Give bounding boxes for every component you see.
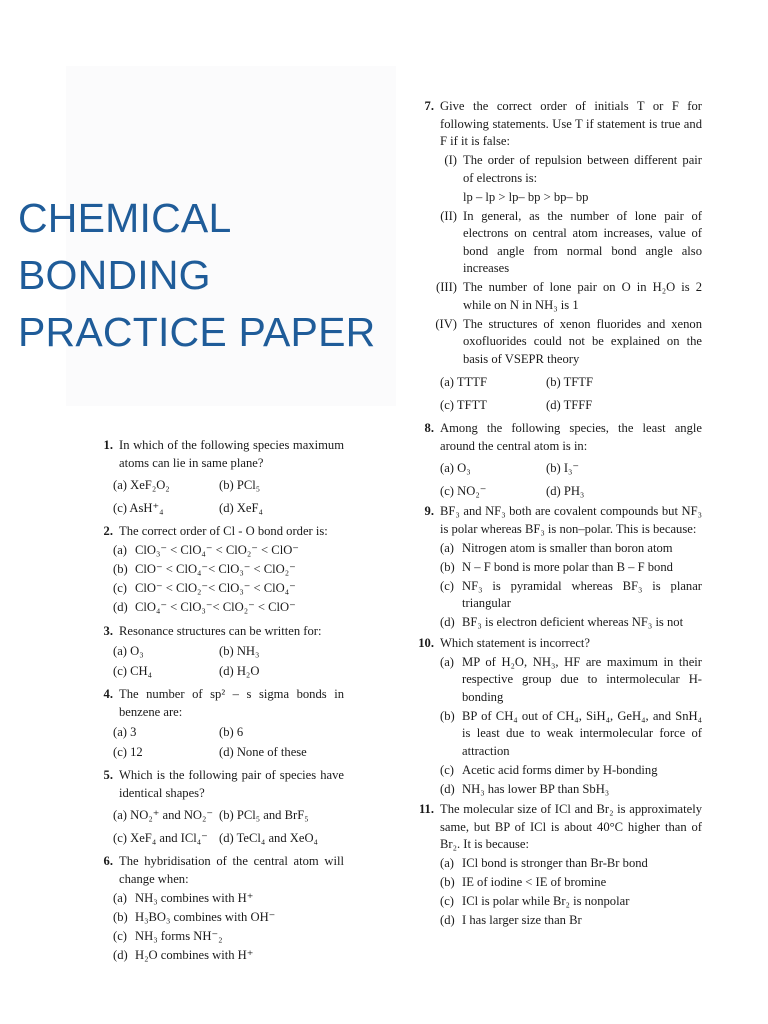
question-number: 2.: [103, 524, 113, 538]
option: (d) XeF₄: [219, 500, 263, 515]
option: (a) NO₂⁺ and NO₂⁻: [113, 808, 214, 822]
question-number: 4.: [103, 687, 113, 701]
repulsion-order: lp – lp > lp– bp > bp– bp: [463, 189, 589, 204]
option-text: NH₃ has lower BP than SbH₃: [462, 781, 610, 796]
statement-text: The order of repulsion between different pair of electrons is:: [463, 153, 702, 185]
option-text: NF₃ is pyramidal whereas BF₃ is planar triangular: [462, 578, 702, 610]
option: (a) TTTF: [440, 375, 487, 389]
option-text: ClO₃⁻ < ClO₄⁻ < ClO₂⁻ < ClO⁻: [135, 543, 299, 557]
right-column: [406, 98, 702, 930]
option-key: (d): [113, 600, 128, 614]
option: (b) I₃⁻: [546, 461, 580, 475]
question-number: 9.: [424, 504, 434, 518]
statement-key: (II): [440, 208, 457, 223]
question-6: [92, 853, 344, 964]
question-text: The number of sp² – s sigma bonds in benzene are:: [119, 687, 344, 719]
option-key: (c): [440, 762, 454, 777]
option-text: ClO⁻ < ClO₂⁻< ClO₃⁻ < ClO₄⁻: [135, 581, 296, 595]
option-key: (a): [440, 856, 454, 870]
question-2: [92, 523, 344, 617]
option-key: (b): [440, 708, 455, 723]
option: (b) NH₃: [219, 643, 260, 658]
title-line: BONDING: [18, 252, 211, 298]
question-5: [92, 767, 344, 847]
statement-key: (I): [444, 153, 457, 167]
option-key: (a): [113, 890, 127, 905]
option: (b) PCl₅: [219, 478, 261, 492]
option-text: H₃BO₃ combines with OH⁻: [135, 909, 276, 924]
option: (d) PH₃: [546, 483, 585, 498]
question-text: Among the following species, the least angle around the central atom is in:: [440, 421, 702, 453]
option-text: Nitrogen atom is smaller than boron atom: [462, 540, 673, 555]
question-text: The correct order of Cl - O bond order is:: [119, 524, 328, 538]
question-3: [92, 623, 344, 681]
question-text: BF₃ and NF₃ both are covalent compounds but NF₃ is polar whereas BF₃ is non–polar. This is because:: [440, 504, 702, 536]
option-key: (d): [440, 913, 455, 927]
option: (d) H₂O: [219, 663, 260, 678]
option-text: ClO₄⁻ < ClO₃⁻< ClO₂⁻ < ClO⁻: [135, 600, 296, 614]
option: (a) O₃: [440, 461, 471, 475]
title-line: PRACTICE PAPER: [18, 309, 376, 355]
question-4: [92, 686, 344, 761]
option-text: H₂O combines with H⁺: [135, 947, 254, 962]
question-number: 6.: [103, 854, 113, 868]
statement-key: (III): [436, 280, 457, 294]
question-text: The molecular size of ICl and Br₂ is approximately same, but BP of ICl is about 40°C higher than of Br₂. It is because:: [440, 802, 702, 851]
option: (c) 12: [113, 744, 143, 759]
question-text: Give the correct order of initials T or F for following statements. Use T if statement is true and F if it is false:: [440, 99, 702, 148]
option: (d) None of these: [219, 744, 307, 759]
option-text: I has larger size than Br: [462, 913, 582, 927]
option-key: (c): [113, 581, 127, 595]
option-key: (c): [113, 928, 127, 943]
option-text: N – F bond is more polar than B – F bond: [462, 559, 673, 574]
option: (d) TFFF: [546, 397, 593, 412]
option-key: (d): [113, 947, 128, 962]
title-line: CHEMICAL: [18, 195, 232, 241]
question-number: 5.: [103, 768, 113, 782]
option-text: MP of H₂O, NH₃, HF are maximum in their respective group due to intermolecular H-bonding: [462, 654, 702, 704]
question-11: [406, 801, 702, 930]
statement-text: The structures of xenon fluorides and xenon oxofluorides could not be explained on the basis of VSEPR theory: [463, 316, 702, 366]
option-key: (c): [440, 894, 454, 908]
question-8: [406, 420, 702, 500]
option-key: (a): [440, 540, 454, 555]
question-10: [406, 635, 702, 799]
question-text: Which statement is incorrect?: [440, 635, 591, 650]
question-text: Which is the following pair of species have identical shapes?: [119, 768, 344, 800]
option-key: (a): [440, 654, 454, 669]
option-key: (b): [113, 562, 128, 576]
question-text: Resonance structures can be written for:: [119, 623, 322, 638]
statement-key: (IV): [435, 316, 457, 331]
option-text: ICl is polar while Br₂ is nonpolar: [462, 894, 630, 908]
option-key: (a): [113, 543, 127, 557]
option: (a) O₃: [113, 643, 144, 658]
option-text: BF₃ is electron deficient whereas NF₃ is not: [462, 615, 684, 629]
option: (c) XeF₄ and ICl₄⁻: [113, 830, 208, 845]
question-number: 10.: [418, 635, 434, 650]
option-key: (b): [440, 559, 455, 574]
question-text: The hybridisation of the central atom will change when:: [119, 854, 344, 886]
option-text: ClO⁻ < ClO₄⁻< ClO₃⁻ < ClO₂⁻: [135, 562, 296, 576]
question-number: 1.: [103, 438, 113, 452]
option-key: (d): [440, 615, 455, 629]
question-1: [92, 437, 344, 517]
option: (d) TeCl₄ and XeO₄: [219, 830, 318, 845]
option: (c) NO₂⁻: [440, 483, 487, 498]
option: (c) CH₄: [113, 663, 153, 678]
page-title: [18, 190, 375, 361]
option-text: Acetic acid forms dimer by H-bonding: [462, 762, 658, 777]
question-9: [406, 503, 702, 632]
question-number: 3.: [103, 623, 113, 638]
option-key: (b): [113, 909, 128, 924]
question-number: 7.: [424, 99, 434, 113]
question-number: 8.: [424, 421, 434, 435]
statement-text: The number of lone pair on O in H₂O is 2 while on N in NH₃ is 1: [463, 280, 702, 312]
option: (c) TFTT: [440, 397, 487, 412]
option: (c) AsH⁺₄: [113, 500, 164, 515]
question-number: 11.: [418, 802, 434, 816]
option-key: (d): [440, 781, 455, 796]
option: (b) 6: [219, 724, 244, 739]
left-column: [92, 437, 344, 964]
option-text: IE of iodine < IE of bromine: [462, 875, 607, 889]
option: (a) XeF₂O₂: [113, 478, 170, 492]
question-text: In which of the following species maximum atoms can lie in same plane?: [119, 438, 344, 470]
option: (a) 3: [113, 724, 137, 739]
option-text: NH₃ combines with H⁺: [135, 890, 254, 905]
option-key: (b): [440, 875, 455, 889]
statement-text: In general, as the number of lone pair of electrons on central atom increases, value of bond angle from normal bond angle also increases: [463, 208, 702, 275]
option: (b) PCl₅ and BrF₅: [219, 808, 309, 822]
option-key: (c): [440, 578, 454, 593]
option-text: ICl bond is stronger than Br-Br bond: [462, 856, 648, 870]
option-text: BP of CH₄ out of CH₄, SiH₄, GeH₄, and SnH₄ is least due to weak intermolecular force of attraction: [462, 708, 702, 758]
question-7: [406, 98, 702, 414]
option: (b) TFTF: [546, 375, 593, 389]
option-text: NH₃ forms NH⁻₂: [135, 928, 223, 943]
